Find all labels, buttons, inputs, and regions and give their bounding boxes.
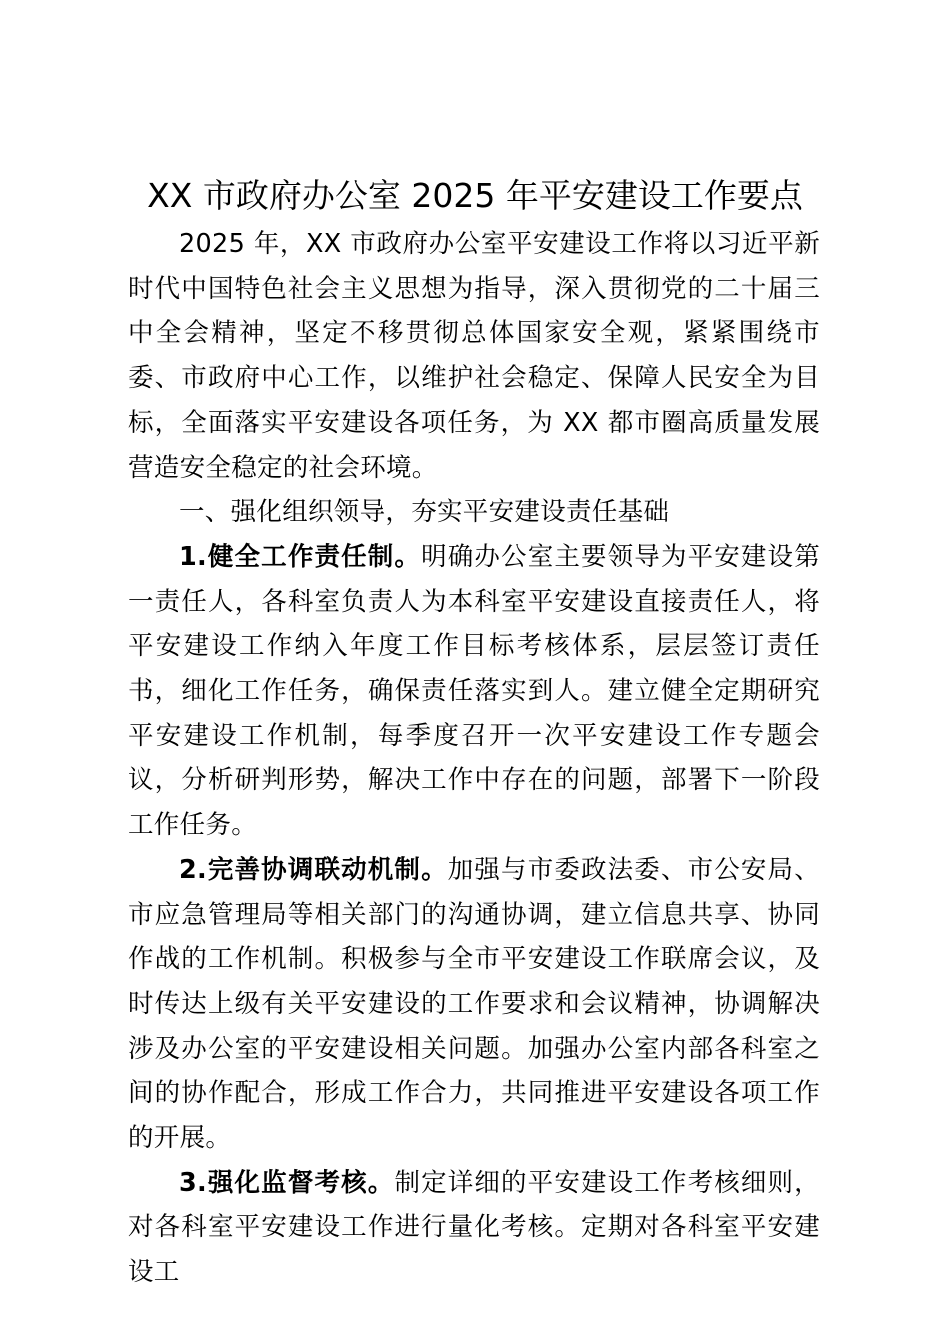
item-lead-2: 2.完善协调联动机制。 bbox=[179, 854, 448, 885]
item-lead-1: 1.健全工作责任制。 bbox=[179, 541, 422, 572]
document-title: XX 市政府办公室 2025 年平安建设工作要点 bbox=[147, 176, 803, 215]
item-text-1: 明确办公室主要领导为平安建设第一责任人，各科室负责人为本科室平安建设直接责任人，将平安建设工作纳入年度工作目标考核体系，层层签订责任书，细化工作任务，确保责任落实到人。建立健全定期研究平安建设工作机制，每季度召开一次平安建设工作专题会议，分析研判形势，解决工作中存在的问题，部署下一阶段工作任务。 bbox=[128, 541, 820, 841]
item-lead-3: 3.强化监督考核。 bbox=[179, 1167, 395, 1198]
item-text-3: 制定详细的平安建设工作考核细则，对各科室平安建设工作进行量化考核。定期对各科室平安建设工 bbox=[128, 1167, 820, 1288]
document-body bbox=[128, 222, 820, 1295]
intro-paragraph: 2025 年，XX 市政府办公室平安建设工作将以习近平新时代中国特色社会主义思想为指导，深入贯彻党的二十届三中全会精神，坚定不移贯彻总体国家安全观，紧紧围绕市委、市政府中心工作，以维护社会稳定、保障人民安全为目标，全面落实平安建设各项任务，为 XX 都市圈高质量发展营造安全稳定的社会环境。 bbox=[128, 229, 820, 483]
item-paragraph-2 bbox=[128, 848, 820, 1161]
item-paragraph-1 bbox=[128, 535, 820, 848]
section-heading-1: 一、强化组织领导，夯实平安建设责任基础 bbox=[179, 497, 670, 528]
item-paragraph-3 bbox=[128, 1161, 820, 1295]
item-text-2: 加强与市委政法委、市公安局、市应急管理局等相关部门的沟通协调，建立信息共享、协同作战的工作机制。积极参与全市平安建设工作联席会议，及时传达上级有关平安建设的工作要求和会议精神，协调解决涉及办公室的平安建设相关问题。加强办公室内部各科室之间的协作配合，形成工作合力，共同推进平安建设各项工作的开展。 bbox=[128, 854, 821, 1154]
